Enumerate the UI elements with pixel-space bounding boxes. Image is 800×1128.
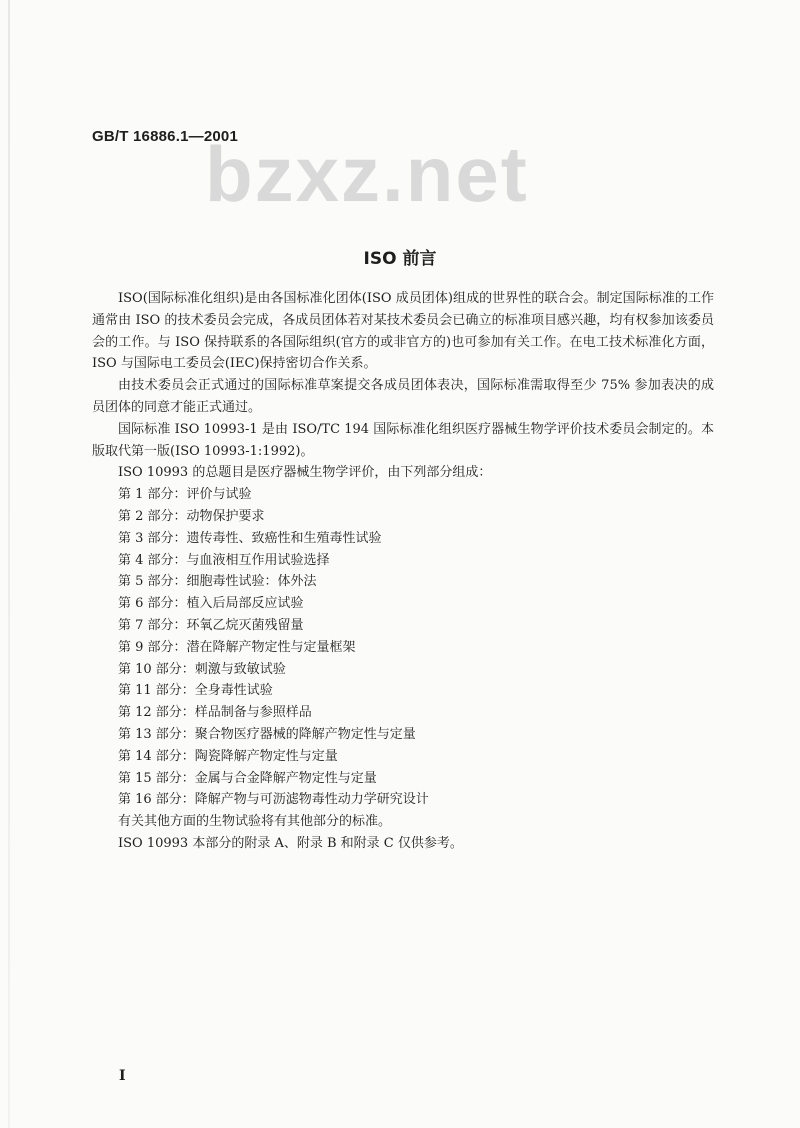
page-title: ISO 前言 [363,249,437,269]
closing-note: 有关其他方面的生物试验将有其他部分的标准。 [118,814,392,830]
part-item: 第 15 部分：金属与合金降解产物定性与定量 [118,770,377,786]
part-item: 第 7 部分：环氧乙烷灭菌残留量 [118,617,304,633]
part-item: 第 14 部分：陶瓷降解产物定性与定量 [118,748,338,764]
foreword-body [92,288,714,855]
standard-code: GB/T 16886.1—2001 [92,128,238,145]
part-item: 第 5 部分：细胞毒性试验：体外法 [118,574,317,590]
page-number: I [119,1068,126,1084]
scan-edge [8,0,10,1128]
part-item: 第 10 部分：刺激与致敏试验 [118,661,286,677]
part-item: 第 4 部分：与血液相互作用试验选择 [118,552,330,568]
part-item: 第 9 部分：潜在降解产物定性与定量框架 [118,639,356,655]
part-item: 第 2 部分：动物保护要求 [118,508,265,524]
part-item: 第 13 部分：聚合物医疗器械的降解产物定性与定量 [118,726,416,742]
part-item: 第 11 部分：全身毒性试验 [118,683,273,699]
part-item: 第 16 部分：降解产物与可沥滤物毒性动力学研究设计 [118,792,429,808]
parts-intro: ISO 10993 的总题目是医疗器械生物学评价，由下列部分组成： [118,465,492,481]
watermark: bzxz.net [205,130,529,218]
closing-note: ISO 10993 本部分的附录 A、附录 B 和附录 C 仅供参考。 [118,835,463,851]
paragraph: 由技术委员会正式通过的国际标准草案提交各成员团体表决，国际标准需取得至少 75% 参加表决的成员团体的同意才能正式通过。 [92,378,714,415]
part-item: 第 3 部分：遗传毒性、致癌性和生殖毒性试验 [118,530,382,546]
paragraph: ISO(国际标准化组织)是由各国标准化团体(ISO 成员团体)组成的世界性的联合会。制定国际标准的工作通常由 ISO 的技术委员会完成，各成员团体若对某技术委员会已确立的标准项目感兴趣，均有权参加该委员会的工作。与 ISO 保持联系的各国际组织(官方的或非官方的)也可参加有关工作。在电工技术标准化方面，ISO 与国际电工委员会(IEC)保持密切合作关系。 [92,291,714,372]
part-item: 第 6 部分：植入后局部反应试验 [118,596,304,612]
part-item: 第 1 部分：评价与试验 [118,487,252,503]
paragraph: 国际标准 ISO 10993-1 是由 ISO/TC 194 国际标准化组织医疗器械生物学评价技术委员会制定的。本版取代第一版(ISO 10993-1:1992)。 [92,421,714,459]
part-item: 第 12 部分：样品制备与参照样品 [118,705,312,721]
